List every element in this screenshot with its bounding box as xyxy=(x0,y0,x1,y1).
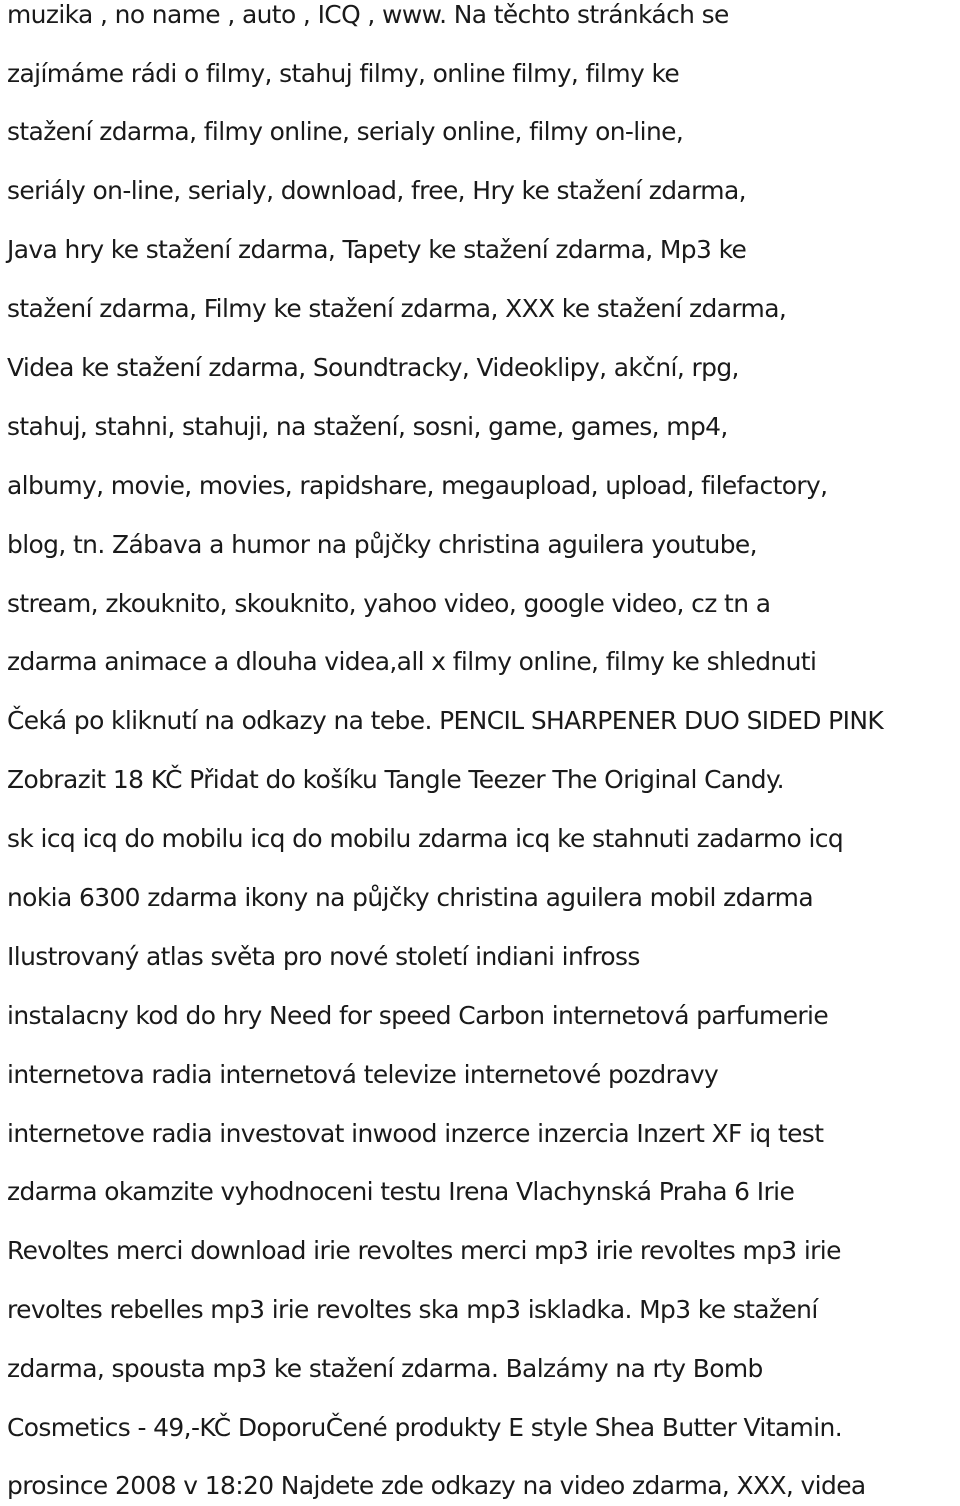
text-line: internetove radia investovat inwood inzerce inzercia Inzert XF iq test xyxy=(7,1119,824,1148)
text-line: Cosmetics - 49,-KČ DoporuČené produkty E style Shea Butter Vitamin. xyxy=(7,1413,843,1442)
text-line: blog, tn. Zábava a humor na půjčky christina aguilera youtube, xyxy=(7,530,757,559)
text-line: prosince 2008 v 18:20 Najdete zde odkazy na video zdarma, XXX, videa xyxy=(7,1471,866,1500)
text-line: zajímáme rádi o filmy, stahuj filmy, online filmy, filmy ke xyxy=(7,59,680,88)
text-line: zdarma animace a dlouha videa,all x filmy online, filmy ke shlednuti xyxy=(7,647,817,676)
text-line: sk icq icq do mobilu icq do mobilu zdarma icq ke stahnuti zadarmo icq xyxy=(7,824,844,853)
text-line: seriály on-line, serialy, download, free, Hry ke stažení zdarma, xyxy=(7,176,746,205)
text-line: Videa ke stažení zdarma, Soundtracky, Videoklipy, akční, rpg, xyxy=(7,353,739,382)
text-line: muzika , no name , auto , ICQ , www. Na těchto stránkách se xyxy=(7,0,729,29)
text-line: instalacny kod do hry Need for speed Carbon internetová parfumerie xyxy=(7,1001,829,1030)
text-line: Java hry ke stažení zdarma, Tapety ke stažení zdarma, Mp3 ke xyxy=(7,235,747,264)
text-line: stahuj, stahni, stahuji, na stažení, sosni, game, games, mp4, xyxy=(7,412,728,441)
text-line: stream, zkouknito, skouknito, yahoo video, google video, cz tn a xyxy=(7,589,771,618)
text-line: Revoltes merci download irie revoltes merci mp3 irie revoltes mp3 irie xyxy=(7,1236,841,1265)
text-line: stažení zdarma, Filmy ke stažení zdarma, XXX ke stažení zdarma, xyxy=(7,294,787,323)
text-line: zdarma, spousta mp3 ke stažení zdarma. Balzámy na rty Bomb xyxy=(7,1354,763,1383)
text-line: albumy, movie, movies, rapidshare, megaupload, upload, filefactory, xyxy=(7,471,828,500)
text-line: Ilustrovaný atlas světa pro nové století indiani infross xyxy=(7,942,640,971)
text-line: stažení zdarma, filmy online, serialy online, filmy on-line, xyxy=(7,117,684,146)
text-line: zdarma okamzite vyhodnoceni testu Irena Vlachynská Praha 6 Irie xyxy=(7,1177,795,1206)
text-line: internetova radia internetová televize internetové pozdravy xyxy=(7,1060,719,1089)
text-line: Čeká po kliknutí na odkazy na tebe. PENCIL SHARPENER DUO SIDED PINK xyxy=(7,706,884,735)
text-line: Zobrazit 18 KČ Přidat do košíku Tangle Teezer The Original Candy. xyxy=(7,765,784,794)
text-line: revoltes rebelles mp3 irie revoltes ska mp3 iskladka. Mp3 ke stažení xyxy=(7,1295,818,1324)
text-line: nokia 6300 zdarma ikony na půjčky christina aguilera mobil zdarma xyxy=(7,883,813,912)
